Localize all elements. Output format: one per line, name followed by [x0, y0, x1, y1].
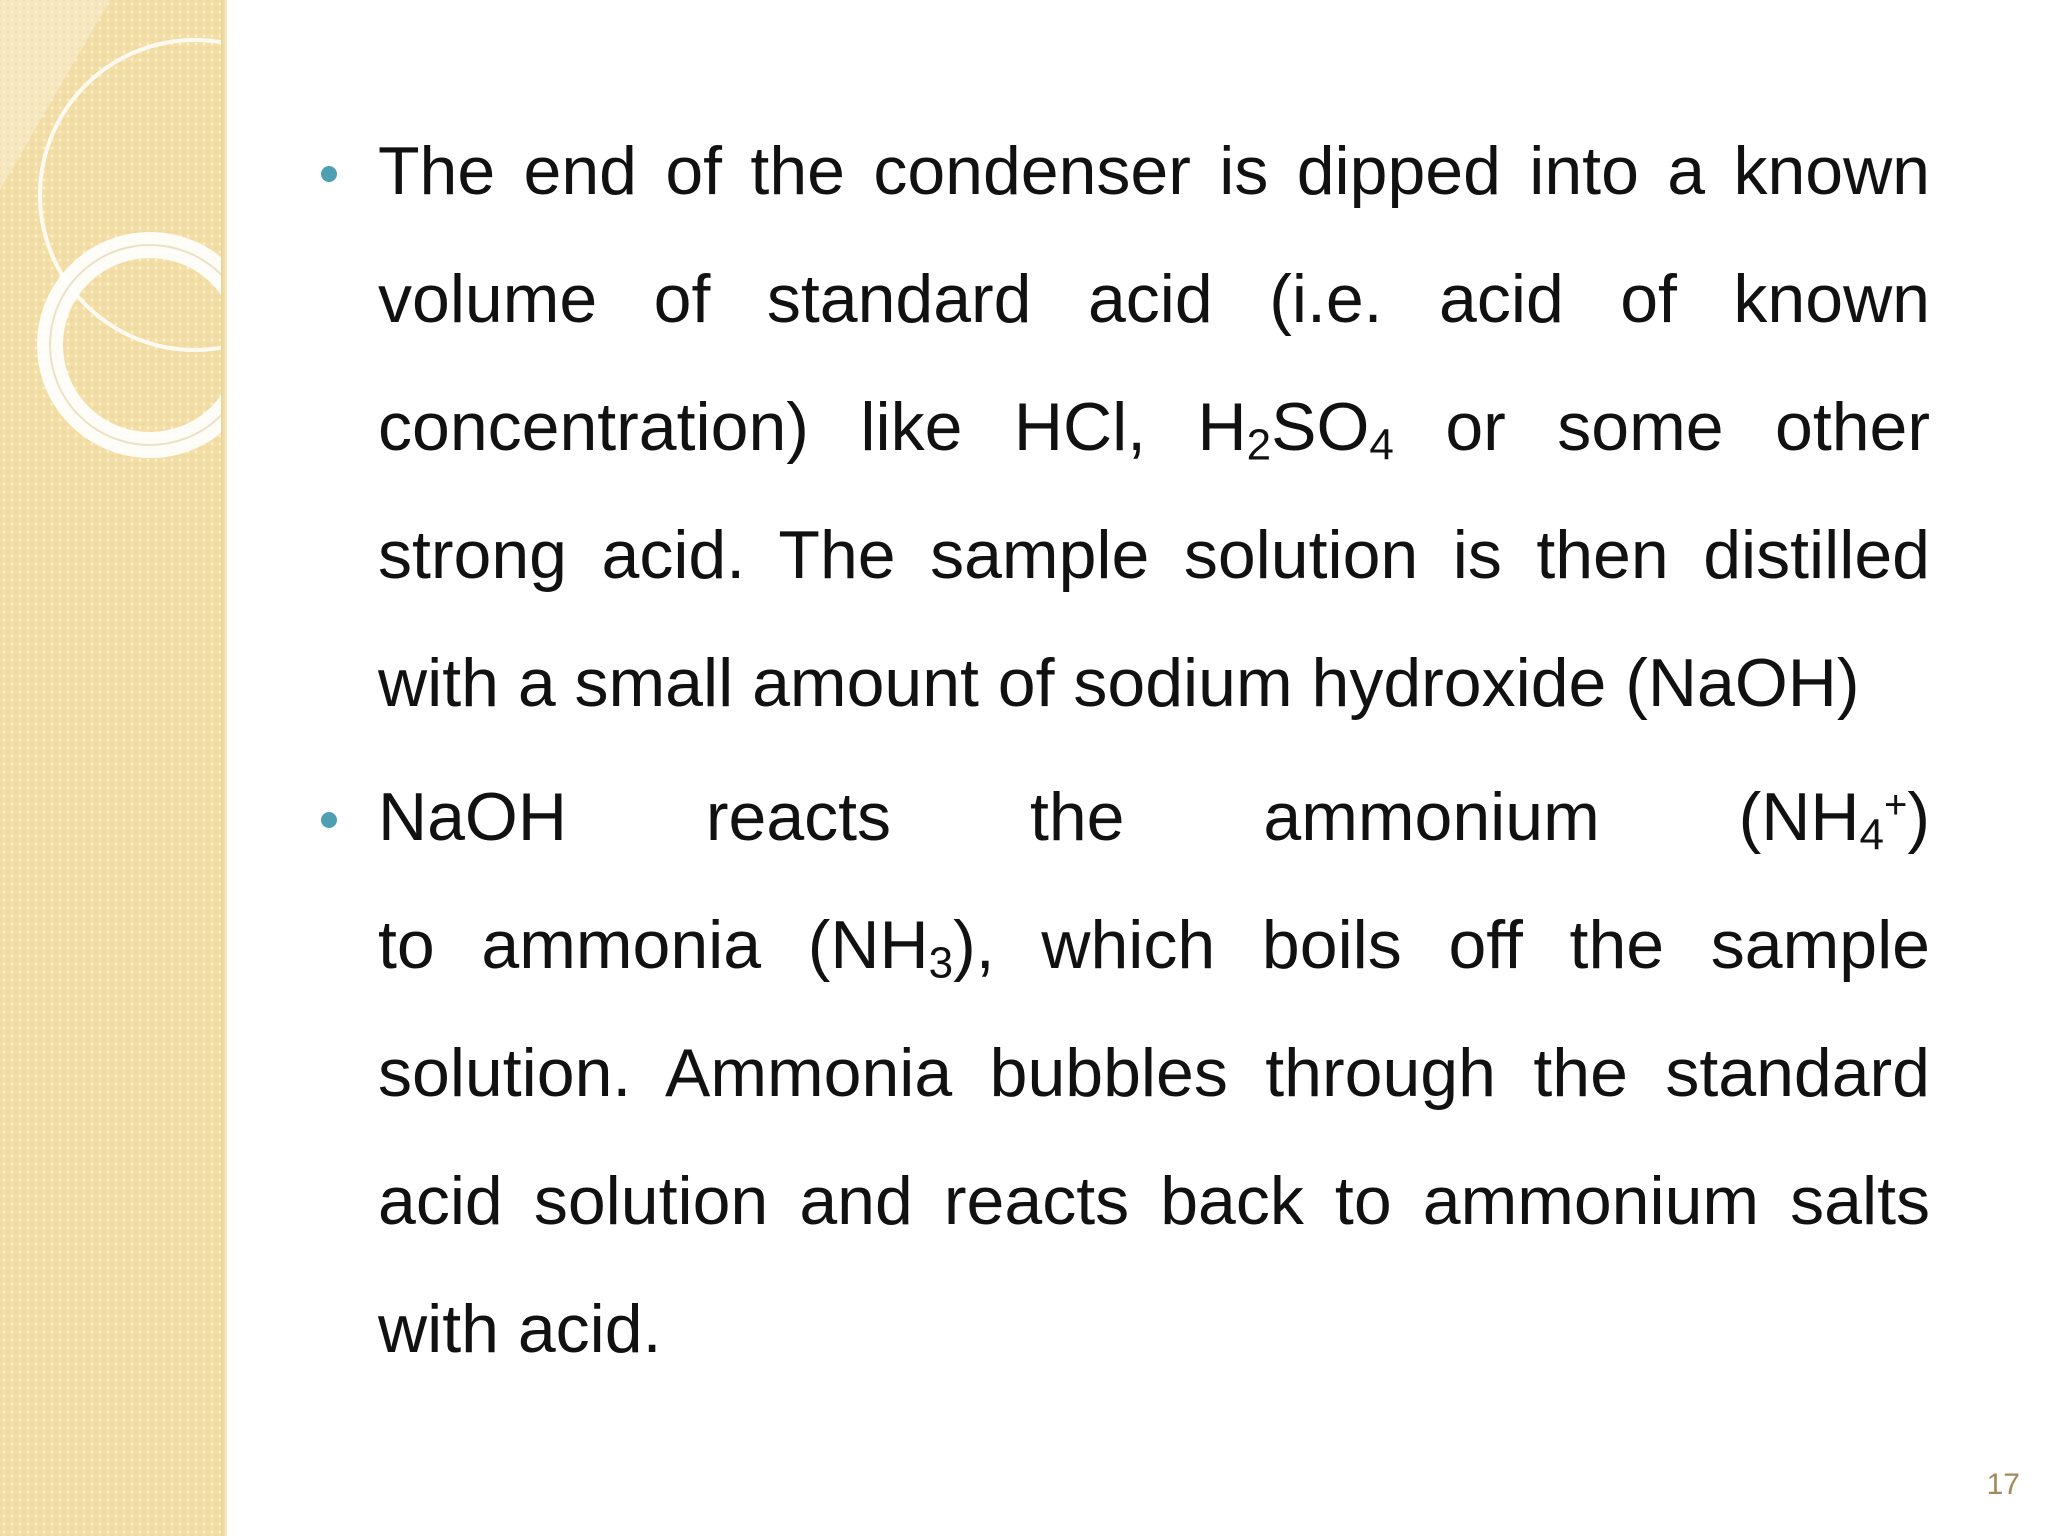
bullet-line: [378, 246, 1930, 374]
bullet-text: ), which boils off the sample: [953, 907, 1930, 983]
subscript: 2: [1246, 420, 1272, 470]
bullet-line: [378, 502, 1930, 630]
bullet-text: concentration) like HCl, H: [378, 389, 1247, 465]
bullet-text: with acid.: [378, 1291, 662, 1367]
bullet-text: volume of standard acid (i.e. acid of known: [378, 261, 1930, 337]
bullet-line: [378, 630, 1930, 758]
bullet-line: [378, 764, 1930, 892]
sidebar-edge: [221, 0, 227, 1536]
bullet-line: [378, 892, 1930, 1020]
bullet-text: with a small amount of sodium hydroxide (NaOH): [378, 645, 1860, 721]
bullet-point-icon: [321, 166, 337, 182]
bullet-line: [378, 374, 1930, 502]
slide-number: 17: [1986, 1468, 2020, 1501]
bullet-text: SO: [1271, 389, 1370, 465]
subscript: 4: [1859, 810, 1884, 860]
bullet-text: acid solution and reacts back to ammonium salts: [378, 1163, 1930, 1239]
decorative-rings-graphic: [0, 0, 227, 520]
bullet-point-icon: [321, 812, 337, 828]
bullet-line: [378, 1276, 1930, 1404]
slide-content: [310, 118, 1930, 1410]
bullet-text: NaOH reacts the ammonium (NH: [378, 779, 1860, 855]
bullet-text: to ammonia (NH: [378, 907, 929, 983]
bullet-item-condenser: [310, 118, 1930, 758]
bullet-text: strong acid. The sample solution is then distilled: [378, 517, 1930, 593]
bullet-line: [378, 1020, 1930, 1148]
bullet-text: or some other: [1393, 389, 1930, 465]
bullet-text: ): [1907, 779, 1930, 855]
subscript: 4: [1369, 420, 1394, 470]
bullet-line: [378, 1148, 1930, 1276]
bullet-line: [378, 118, 1930, 246]
bullet-text: solution. Ammonia bubbles through the standard: [378, 1035, 1930, 1111]
bullet-text: The end of the condenser is dipped into a known: [378, 133, 1930, 209]
sidebar-decoration: [0, 0, 227, 1536]
superscript: +: [1883, 783, 1908, 827]
subscript: 3: [928, 938, 954, 988]
bullet-item-naoh-reaction: [310, 764, 1930, 1404]
